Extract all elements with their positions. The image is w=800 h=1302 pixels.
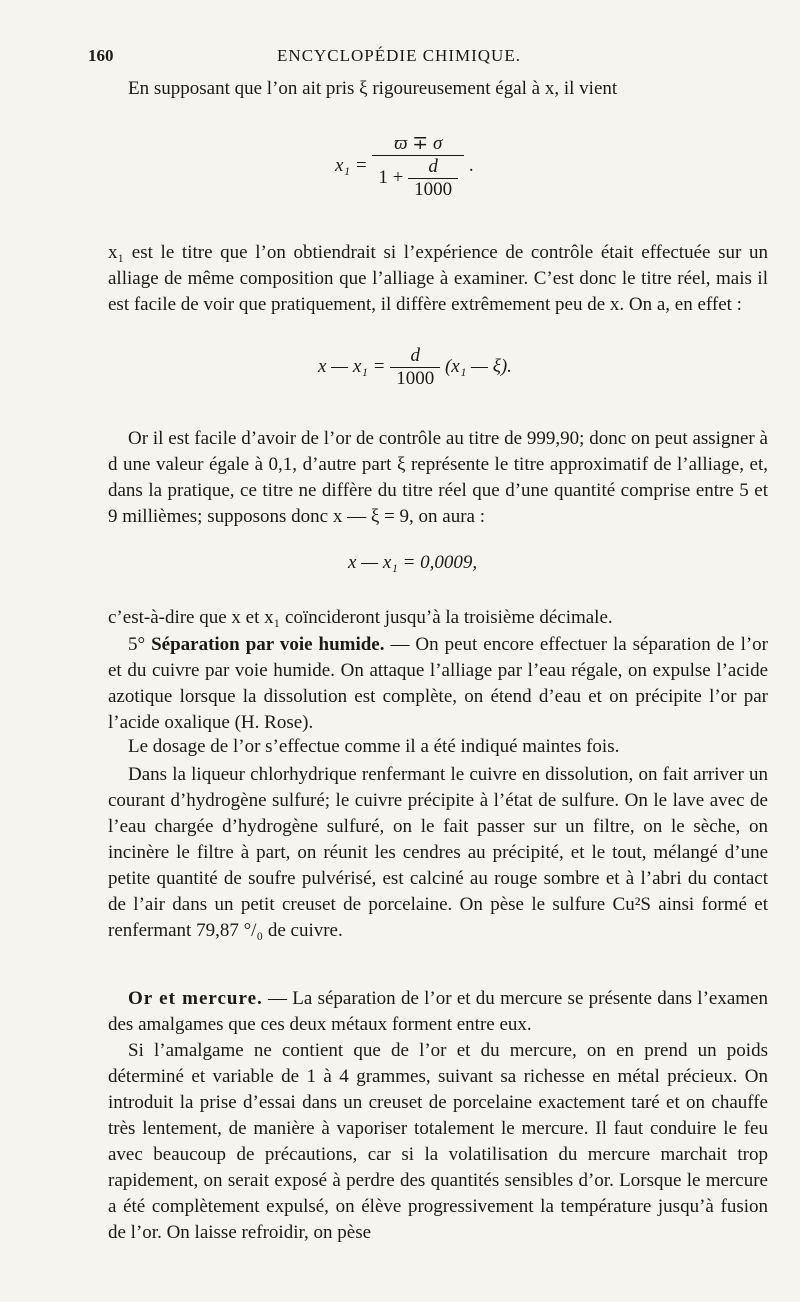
eq2-rhs: (x₁ — ξ). [444, 355, 512, 377]
paragraph-titre: x₁ est le titre que l’on obtiendrait si l’expérience de contrôle était effectuée sur un alliage de même composition que l’alliage à examiner. C’est donc le titre réel, mais il est facile de voir que pratiquement, il diffère extrêmement peu de x. On a, en effet : [108, 242, 768, 315]
section-voie-humide [108, 632, 768, 736]
or-mercure-title: Or et mercure. [128, 988, 263, 1009]
eq1-tail: . [468, 154, 474, 176]
eq2-fraction [390, 345, 440, 390]
section-or-mercure [108, 986, 768, 1038]
paragraph-sulfure: Dans la liqueur chlorhydrique renfermant le cuivre en dissolution, on fait arriver un courant d’hydrogène sulfuré; le cuivre précipite à l’état de sulfure. On le lave avec de l’eau chargée d’hydrogène sulfuré, on le fait passer sur un filtre, on le sèche, on incinère le filtre à part, on réunit les cendres au précipité, et le tout, mélangé d’une petite quantité de soufre pulvérisé, est calciné au rouge sombre et à l’abri du contact de l’air dans un petit creuset de porcelaine. On pèse le sulfure Cu²S ainsi formé et renfermant 79,87 °/₀ de cuivre. [108, 764, 768, 941]
eq1-inner-num: d [428, 156, 438, 177]
running-title: ENCYCLOPÉDIE CHIMIQUE. [277, 46, 521, 65]
eq1-inner-fraction [408, 156, 458, 201]
section-number: 5° [128, 634, 146, 655]
paragraph-dosage: Le dosage de l’or s’effectue comme il a été indiqué maintes fois. [128, 736, 620, 757]
eq2-numerator: d [410, 345, 420, 366]
eq2-lhs: x — x₁ = [318, 355, 386, 377]
or-mercure-body: — La séparation de l’or et du mercure se présente dans l’examen des amalgames que ces deux métaux forment entre eux. [108, 988, 768, 1035]
page-number: 160 [88, 46, 114, 65]
section-title: Séparation par voie humide. [151, 634, 385, 655]
section-body: — On peut encore effectuer la séparation de l’or et du cuivre par voie humide. On attaque l’alliage par l’eau régale, on expulse l’acide azotique lorsque la dissolution est complète, on étend d’eau et on précipite l’or par l’acide oxalique (H. Rose). [108, 634, 769, 733]
eq1-lhs: x₁ = [335, 154, 368, 176]
equation-3: x — x₁ = 0,0009, [348, 552, 478, 573]
eq1-denominator [372, 155, 464, 201]
paragraph-controle: Or il est facile d’avoir de l’or de contrôle au titre de 999,90; donc on peut assigner à d une valeur égale à 0,1, d’autre part ξ représente le titre approximatif de l’alliage, et, dans la pratique, ce titre ne diffère du titre réel que d’une quantité comprise entre 5 et 9 millièmes; supposons donc x — ξ = 9, on aura : [108, 428, 768, 527]
eq1-numerator: ϖ ∓ σ [394, 133, 443, 154]
page-header [88, 46, 710, 68]
eq1-inner-den: 1000 [408, 178, 458, 201]
eq1-den-a: 1 + [378, 166, 404, 188]
eq1-fraction [372, 132, 464, 201]
equation-2 [318, 345, 512, 390]
equation-1 [335, 132, 474, 201]
paragraph-decimale: c’est-à-dire que x et x₁ coïncideront jusqu’à la troisième décimale. [108, 607, 613, 628]
eq2-denominator: 1000 [390, 367, 440, 390]
paragraph-amalgame: Si l’amalgame ne contient que de l’or et du mercure, on en prend un poids déterminé et variable de 1 à 4 grammes, suivant sa richesse en métal précieux. On introduit la prise d’essai dans un creuset de porcelaine exactement taré et on chauffe très lentement, de manière à vaporiser totalement le mercure. Il faut conduire le feu avec beaucoup de précautions, car si la volatilisation du mercure marchait trop rapidement, on serait exposé à perdre des quantités sensibles d’or. Lorsque le mercure a été complètement expulsé, on élève progressivement la température jusqu’à fusion de l’or. On laisse refroidir, on pèse [108, 1040, 768, 1243]
paragraph-intro: En supposant que l’on ait pris ξ rigoureusement égal à x, il vient [128, 78, 618, 99]
